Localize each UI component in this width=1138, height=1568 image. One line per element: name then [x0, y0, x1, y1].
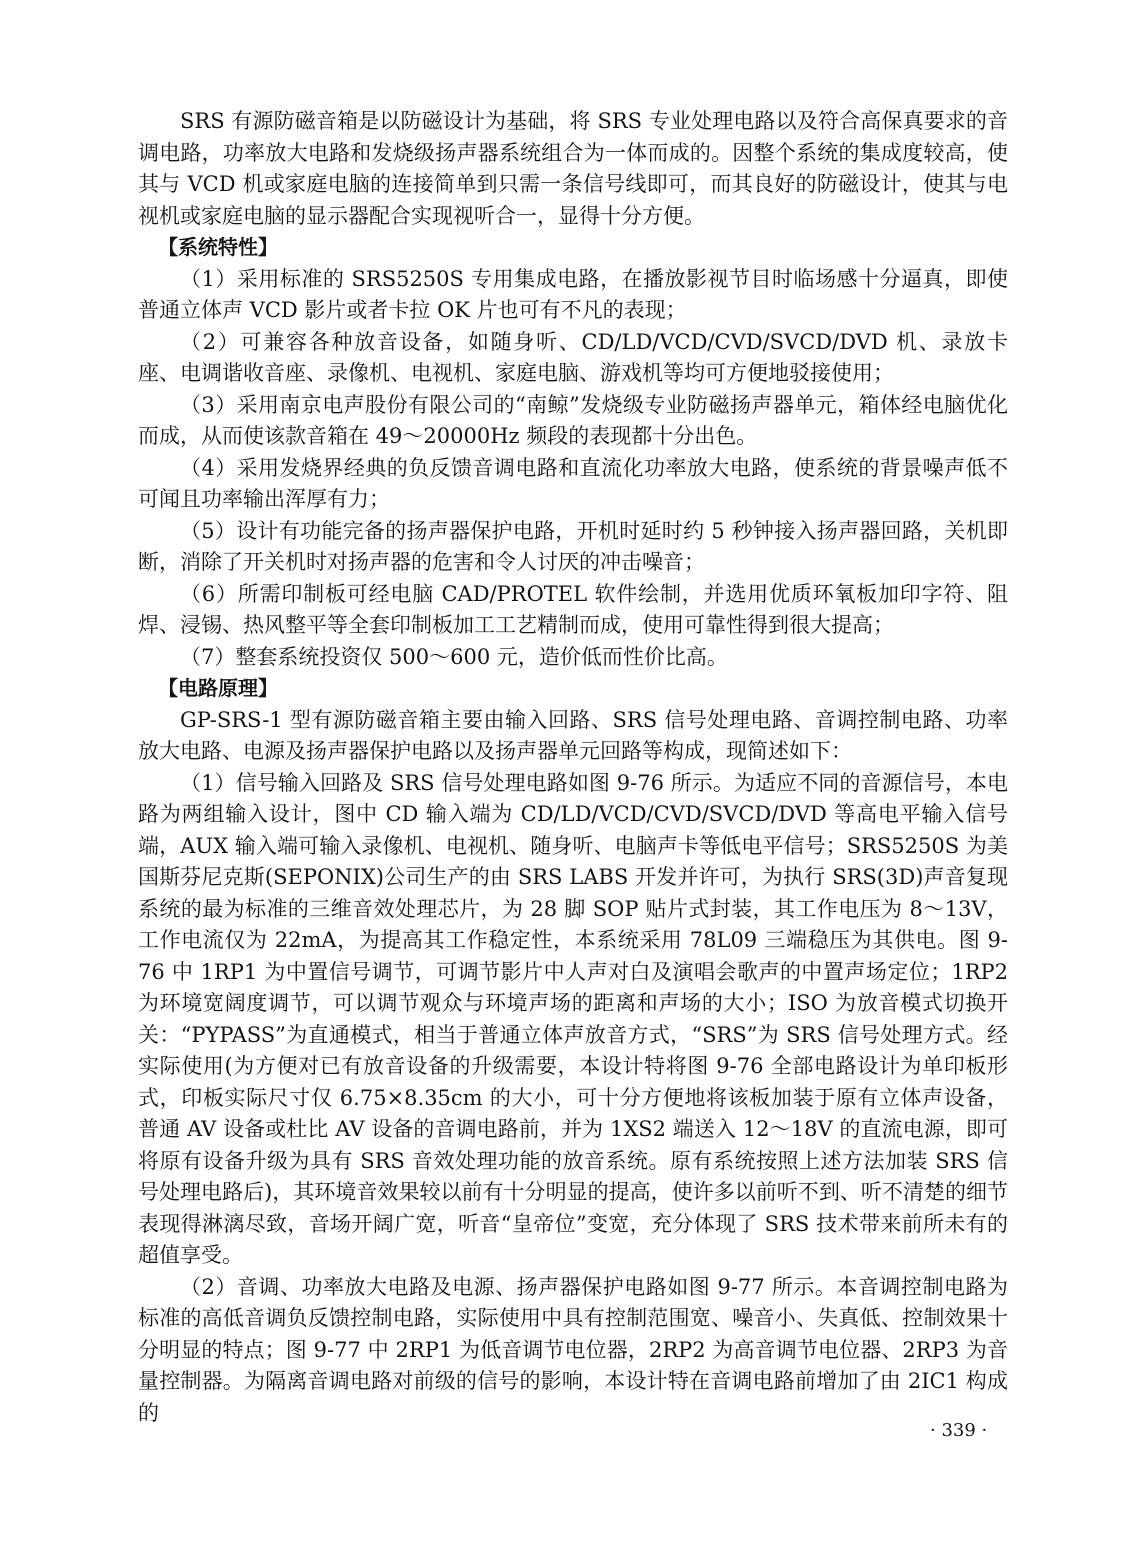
feature-item-3: （3）采用南京电声股份有限公司的“南鲸”发烧级专业防磁扬声器单元，箱体经电脑优化而成，从而使该款音箱在 49～20000Hz 频段的表现都十分出色。: [138, 392, 1008, 448]
feature-item-1: （1）采用标准的 SRS5250S 专用集成电路，在播放影视节目时临场感十分逼真，即使普通立体声 VCD 影片或者卡拉 OK 片也可有不凡的表现；: [138, 266, 1008, 322]
feature-item-4: （4）采用发烧界经典的负反馈音调电路和直流化功率放大电路，使系统的背景噪声低不可闻且功率输出浑厚有力；: [138, 455, 1008, 511]
feature-item-5: （5）设计有功能完备的扬声器保护电路，开机时延时约 5 秒钟接入扬声器回路，关机即断，消除了开关机时对扬声器的危害和令人讨厌的冲击噪音；: [138, 518, 1008, 574]
section-heading-system-features: 【系统特性】: [158, 235, 278, 259]
principle-overview: GP-SRS-1 型有源防磁音箱主要由输入回路、SRS 信号处理电路、音调控制电路、功率放大电路、电源及扬声器保护电路以及扬声器单元回路等构成，现简述如下：: [138, 707, 1008, 763]
feature-item-2: （2）可兼容各种放音设备，如随身听、CD/LD/VCD/CVD/SVCD/DVD 机、录放卡座、电调谐收音座、录像机、电视机、家庭电脑、游戏机等均可方便地驳接使用；: [138, 329, 1008, 385]
feature-item-7: （7）整套系统投资仅 500～600 元，造价低而性价比高。: [180, 644, 728, 669]
principle-item-1: （1）信号输入回路及 SRS 信号处理电路如图 9-76 所示。为适应不同的音源信号，本电路为两组输入设计，图中 CD 输入端为 CD/LD/VCD/CVD/SVCD/DVD 等高电平输入信号端，AUX 输入端可输入录像机、电视机、随身听、电脑声卡等低电平信号；SRS5250S 为美国斯芬尼克斯(SEPONIX)公司生产的由 SRS LABS 开发并许可，为执行 SRS(3D)声音复现系统的最为标准的三维音效处理芯片，为 28 脚 SOP 贴片式封装，其工作电压为 8～13V，工作电流仅为 22mA，为提高其工作稳定性，本系统采用 78L09 三端稳压为其供电。图 9-76 中 1RP1 为中置信号调节，可调节影片中人声对白及演唱会歌声的中置声场定位；1RP2 为环境宽阔度调节，可以调节观众与环境声场的距离和声场的大小；ISO 为放音模式切换开关：“PYPASS”为直通模式，相当于普通立体声放音方式，“SRS”为 SRS 信号处理方式。经实际使用(为方便对已有放音设备的升级需要，本设计特将图 9-76 全部电路设计为单印板形式，印板实际尺寸仅 6.75×8.35cm 的大小，可十分方便地将该板加装于原有立体声设备，普通 AV 设备或杜比 AV 设备的音调电路前，并为 1XS2 端送入 12～18V 的直流电源，即可将原有设备升级为具有 SRS 音效处理功能的放音系统。原有系统按照上述方法加装 SRS 信号处理电路后)，其环境音效果较以前有十分明显的提高，使许多以前听不到、听不清楚的细节表现得淋漓尽致，音场开阔广宽，听音“皇帝位”变宽，充分体现了 SRS 技术带来前所未有的超值享受。: [138, 770, 1008, 1267]
page-body: [138, 106, 1008, 1429]
principle-item-2: （2）音调、功率放大电路及电源、扬声器保护电路如图 9-77 所示。本音调控制电路为标准的高低音调负反馈控制电路，实际使用中具有控制范围宽、噪音小、失真低、控制效果十分明显的特点；图 9-77 中 2RP1 为低音调节电位器，2RP2 为高音调节电位器、2RP3 为音量控制器。为隔离音调电路对前级的信号的影响，本设计特在音调电路前增加了由 2IC1 构成的: [138, 1274, 1008, 1425]
page-number: · 339 ·: [930, 1420, 988, 1441]
section-heading-circuit-principle: 【电路原理】: [158, 676, 278, 700]
intro-paragraph: SRS 有源防磁音箱是以防磁设计为基础，将 SRS 专业处理电路以及符合高保真要求的音调电路，功率放大电路和发烧级扬声器系统组合为一体而成的。因整个系统的集成度较高，使其与 VCD 机或家庭电脑的连接简单到只需一条信号线即可，而其良好的防磁设计，使其与电视机或家庭电脑的显示器配合实现视听合一，显得十分方便。: [138, 109, 1008, 228]
feature-item-6: （6）所需印制板可经电脑 CAD/PROTEL 软件绘制，并选用优质环氧板加印字符、阻焊、浸锡、热风整平等全套印制板加工工艺精制而成，使用可靠性得到很大提高；: [138, 581, 1008, 637]
